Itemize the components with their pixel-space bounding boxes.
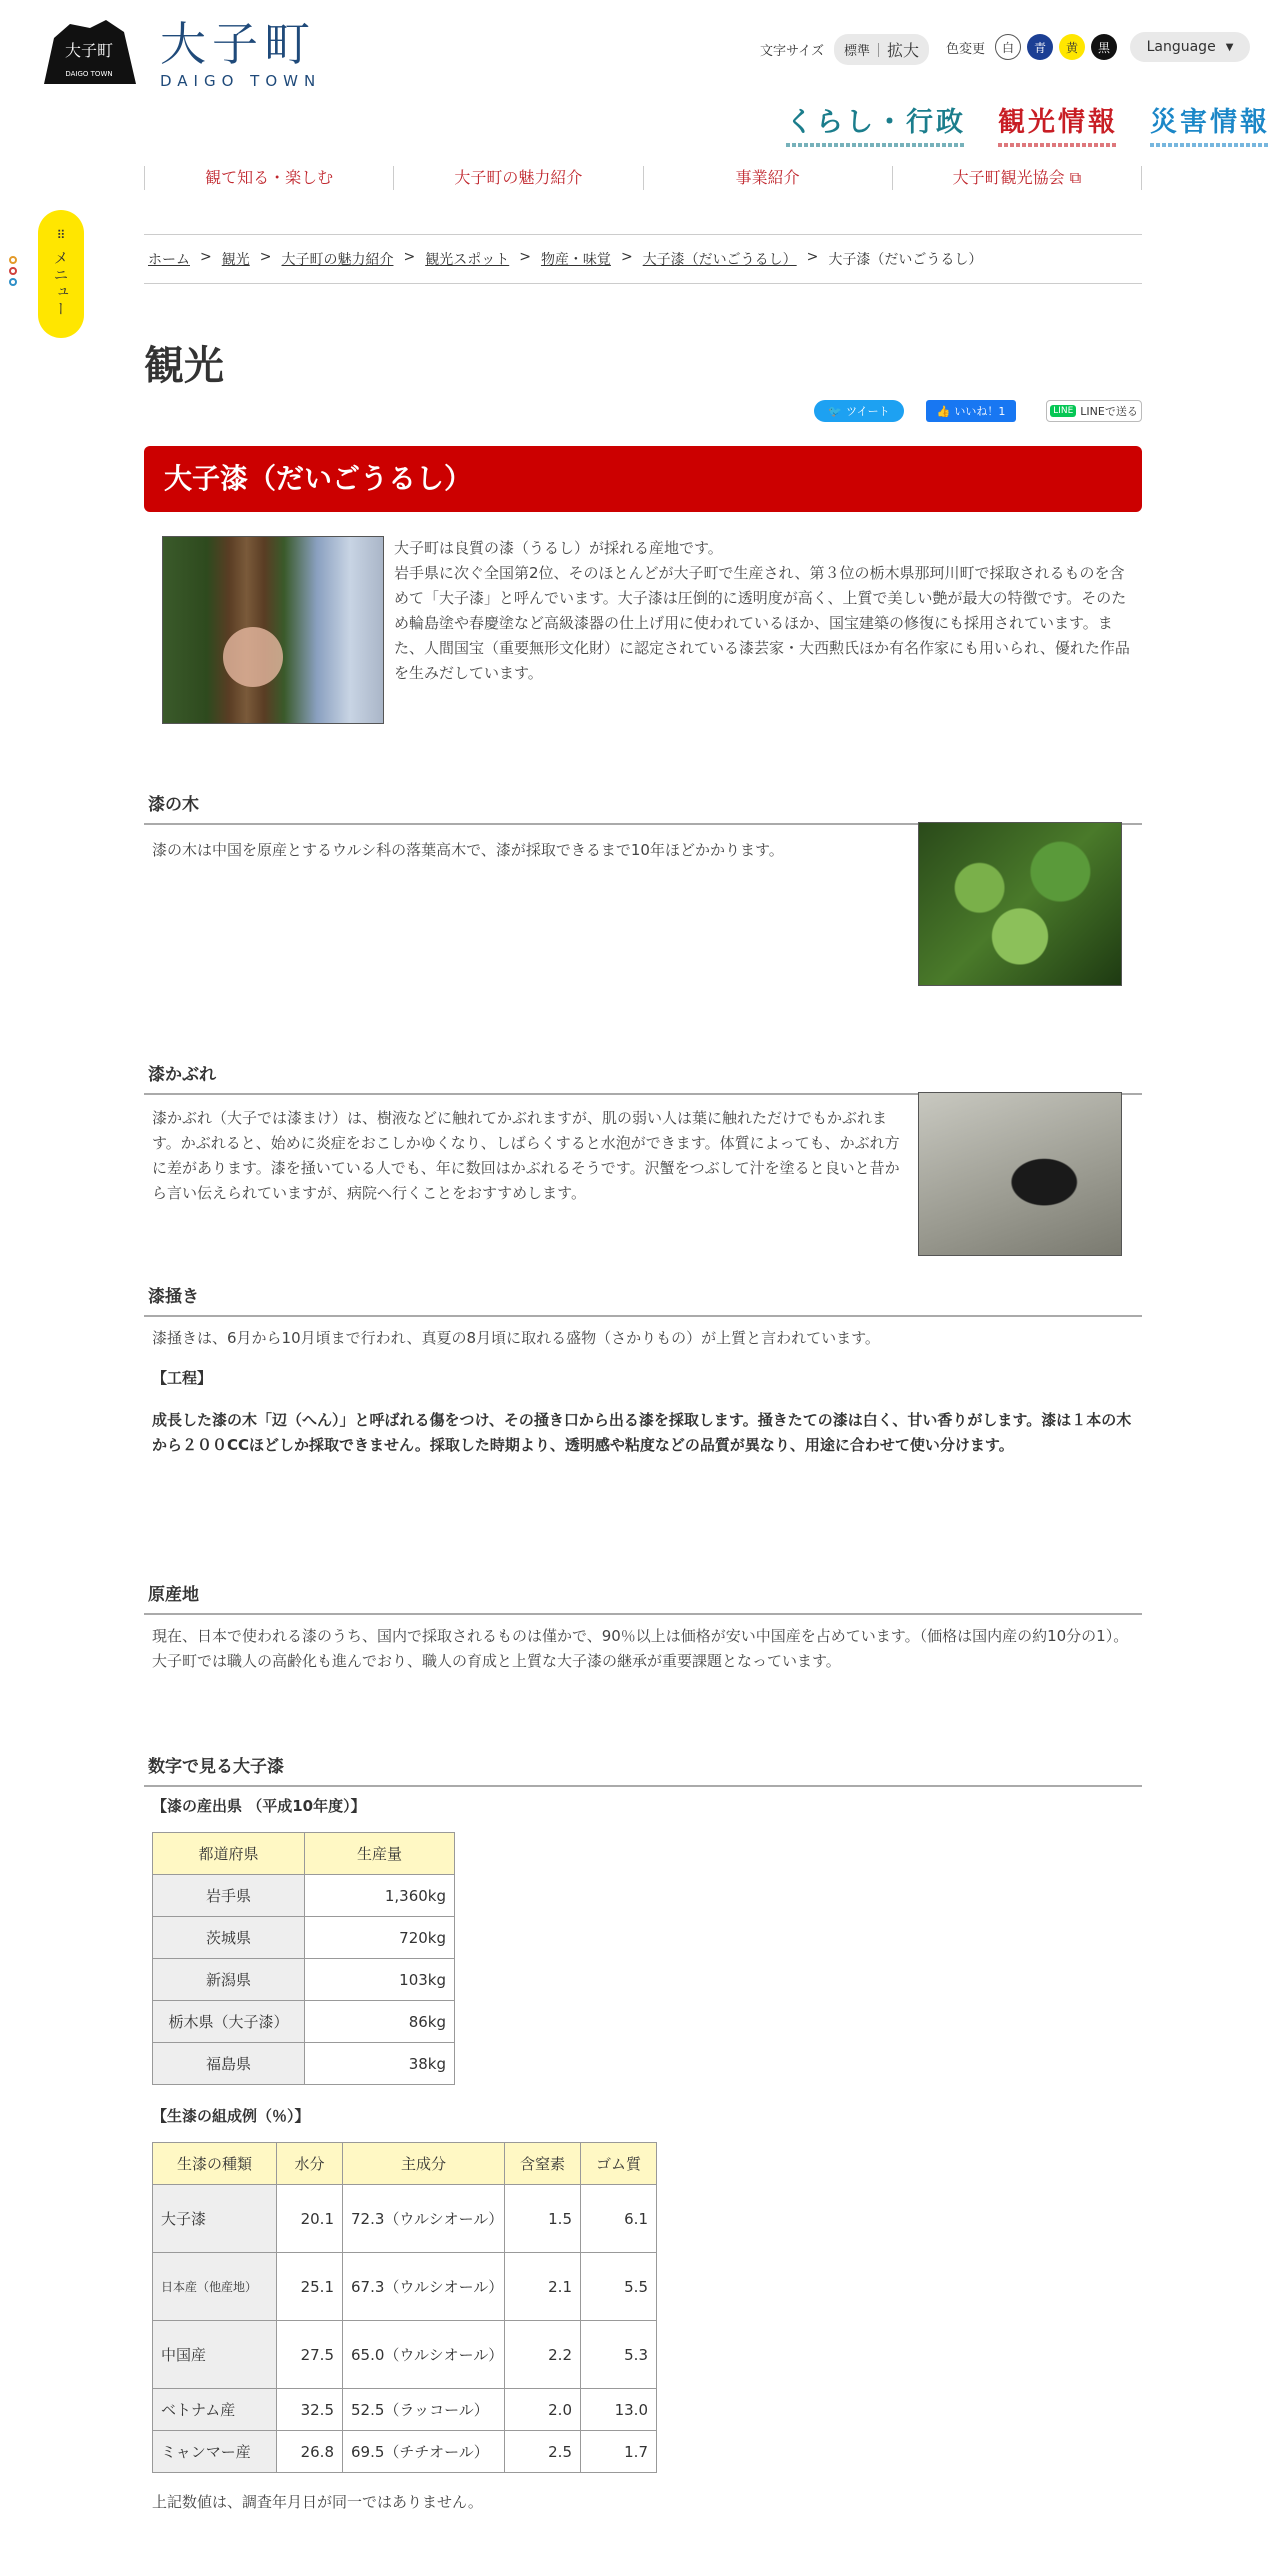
table-header: 都道府県 <box>153 1833 305 1875</box>
breadcrumb-sep: > <box>259 249 272 265</box>
dot-red <box>9 267 17 275</box>
color-yellow-button[interactable]: 黄 <box>1059 34 1085 60</box>
sub-nav <box>144 166 1142 190</box>
table-cell: 27.5 <box>277 2321 343 2389</box>
language-select[interactable] <box>1130 32 1250 62</box>
breadcrumb-sep: > <box>519 249 531 265</box>
section-heading-rash: 漆かぶれ <box>144 1060 1142 1095</box>
subnav-item-jigyo[interactable]: 事業紹介 <box>643 166 892 190</box>
urushi-tapping-photo <box>162 536 384 724</box>
rash-text: 漆かぶれ（大子では漆まけ）は、樹液などに触れてかぶれますが、肌の弱い人は葉に触れただけでもかぶれます。かぶれると、始めに炎症をおこしかゆくなり、しばらくすると水泡ができます。体質によっても、かぶれ方に差があります。漆を掻いている人でも、年に数回はかぶれるそうです。沢蟹をつぶして汁を塗ると良いと昔から言い伝えられていますが、病院へ行くことをおすすめします。 <box>152 1109 900 1202</box>
table-header: 含窒素 <box>505 2143 581 2185</box>
breadcrumb-miryoku[interactable]: 大子町の魅力紹介 <box>281 252 394 268</box>
table-cell-amount: 720kg <box>305 1917 455 1959</box>
breadcrumb-current: 大子漆（だいごうるし） <box>828 252 983 268</box>
numbers-note: 上記数値は、調査年月日が同一ではありません。 <box>152 2493 483 2511</box>
town-logo-mark[interactable] <box>40 18 138 88</box>
table-header: 水分 <box>277 2143 343 2185</box>
table-cell: 1.7 <box>581 2431 657 2473</box>
table-cell: 中国産 <box>153 2321 277 2389</box>
logo-kanji: 大子町 <box>160 17 316 71</box>
tweet-label: ツイート <box>846 405 890 418</box>
font-size-switcher <box>760 34 929 65</box>
table-cell: 2.0 <box>505 2389 581 2431</box>
production-table <box>152 1832 455 2085</box>
breadcrumb-home[interactable]: ホーム <box>148 252 190 268</box>
subnav-item-kyokai[interactable]: 大子町観光協会 ⧉ <box>892 166 1142 190</box>
harvest-text: 漆掻きは、6月から10月頃まで行われ、真夏の8月頃に取れる盛物（さかりもの）が上質と言われています。 <box>152 1329 880 1347</box>
table-cell: 32.5 <box>277 2389 343 2431</box>
table-row <box>153 1917 455 1959</box>
table-cell: 20.1 <box>277 2185 343 2253</box>
section-heading-harvest: 漆掻き <box>144 1282 1142 1317</box>
logo-mark-text: 大子町 <box>64 41 114 60</box>
table-cell: 2.2 <box>505 2321 581 2389</box>
tree-text: 漆の木は中国を原産とするウルシ科の落葉高木で、漆が採取できるまで10年ほどかかります。 <box>152 841 784 859</box>
breadcrumb <box>144 234 1142 284</box>
main-nav-saigai[interactable]: 災害情報 <box>1150 100 1270 147</box>
table-cell-prefecture: 新潟県 <box>153 1959 305 2001</box>
side-menu-button[interactable] <box>38 210 84 338</box>
table-header-row <box>153 1833 455 1875</box>
composition-table <box>152 2142 657 2473</box>
breadcrumb-spots[interactable]: 観光スポット <box>425 252 510 268</box>
origin-paragraph-2: 大子町では職人の高齢化も進んでおり、職人の育成と上質な大子漆の継承が重要課題となっています。 <box>152 1652 841 1670</box>
table-cell: 52.5（ラッコール） <box>343 2389 505 2431</box>
table-cell: 72.3（ウルシオール） <box>343 2185 505 2253</box>
process-text: 成長した漆の木「辺（へん）」と呼ばれる傷をつけ、その掻き口から出る漆を採取します。掻きたての漆は白く、甘い香りがします。漆は１本の木から２００CCほどしか採取できません。採取した時期より、透明感や粘度などの品質が異なり、用途に合わせて使い分けます。 <box>152 1411 1132 1454</box>
tweet-button[interactable] <box>814 400 904 422</box>
twitter-bird-icon: 🐦 <box>828 404 843 418</box>
side-dots <box>9 256 17 289</box>
color-black-button[interactable]: 黒 <box>1091 34 1117 60</box>
breadcrumb-bussan[interactable]: 物産・味覚 <box>540 252 611 268</box>
table-cell: 69.5（チチオール） <box>343 2431 505 2473</box>
subnav-item-miryoku[interactable]: 大子町の魅力紹介 <box>393 166 642 190</box>
table-cell-amount: 38kg <box>305 2043 455 2085</box>
table-cell: 日本産（他産地） <box>153 2253 277 2321</box>
language-label: Language <box>1146 39 1216 55</box>
menu-grid-icon: ⠿ <box>56 228 66 242</box>
main-nav <box>754 100 1270 147</box>
color-switcher <box>946 34 1117 60</box>
table-row <box>153 2001 455 2043</box>
table-header: 主成分 <box>343 2143 505 2185</box>
table-cell: 26.8 <box>277 2431 343 2473</box>
like-label: いいね！1 <box>954 405 1006 418</box>
logo-roman: DAIGO TOWN <box>160 72 322 90</box>
table-cell: 2.1 <box>505 2253 581 2321</box>
font-size-divider <box>878 43 879 57</box>
table-row <box>153 1875 455 1917</box>
color-blue-button[interactable]: 青 <box>1027 34 1053 60</box>
color-label: 色変更 <box>946 41 986 57</box>
table-row <box>153 2185 657 2253</box>
line-label: LINEで送る <box>1080 405 1138 418</box>
table-cell: ミャンマー産 <box>153 2431 277 2473</box>
table-row <box>153 2321 657 2389</box>
breadcrumb-sep: > <box>403 249 416 265</box>
table-header: 生漆の種類 <box>153 2143 277 2185</box>
section-heading-tree: 漆の木 <box>144 790 1142 825</box>
table1-caption: 【漆の産出県 （平成10年度）】 <box>152 1797 366 1815</box>
table-cell: 67.3（ウルシオール） <box>343 2253 505 2321</box>
logo-mark-sub: DAIGO TOWN <box>65 70 113 78</box>
article-banner: 大子漆（だいごうるし） <box>144 446 1142 512</box>
thumbs-up-icon: 👍 <box>936 404 951 418</box>
table-cell-prefecture: 福島県 <box>153 2043 305 2085</box>
dot-orange <box>9 256 17 264</box>
table-header-row <box>153 2143 657 2185</box>
page-title: 観光 <box>144 343 224 389</box>
process-label: 【工程】 <box>152 1369 213 1387</box>
breadcrumb-urushi[interactable]: 大子漆（だいごうるし） <box>642 252 797 268</box>
font-size-pill <box>834 34 929 65</box>
table-cell-prefecture: 岩手県 <box>153 1875 305 1917</box>
main-nav-kurashi[interactable]: くらし・行政 <box>786 100 966 147</box>
table-row <box>153 2431 657 2473</box>
table-cell-prefecture: 茨城県 <box>153 1917 305 1959</box>
urushi-tree-photo <box>918 822 1122 986</box>
table-cell: 6.1 <box>581 2185 657 2253</box>
table-cell: 25.1 <box>277 2253 343 2321</box>
table-cell: 13.0 <box>581 2389 657 2431</box>
table-cell: 2.5 <box>505 2431 581 2473</box>
breadcrumb-sep: > <box>806 249 819 265</box>
line-share-button[interactable] <box>1046 400 1142 422</box>
origin-text <box>152 1624 1138 1674</box>
urushi-tools-photo <box>918 1092 1122 1256</box>
font-standard-button[interactable]: 標準 <box>843 44 870 59</box>
table-cell: 65.0（ウルシオール） <box>343 2321 505 2389</box>
table-cell-amount: 103kg <box>305 1959 455 2001</box>
color-white-button[interactable]: 白 <box>995 34 1021 60</box>
table-cell: ベトナム産 <box>153 2389 277 2431</box>
table-cell: 5.3 <box>581 2321 657 2389</box>
breadcrumb-sep: > <box>620 249 633 265</box>
font-large-button[interactable]: 拡大 <box>886 41 919 60</box>
table2-caption: 【生漆の組成例（％）】 <box>152 2107 310 2125</box>
font-size-label: 文字サイズ <box>760 44 824 59</box>
breadcrumb-sep: > <box>200 249 212 265</box>
table-row <box>153 2253 657 2321</box>
facebook-like-button[interactable] <box>926 400 1016 422</box>
town-logo[interactable] <box>160 18 321 90</box>
table-row <box>153 2043 455 2085</box>
line-logo-icon: LINE <box>1050 405 1076 417</box>
origin-paragraph-1: 現在、日本で使われる漆のうち、国内で採取されるものは僅かで、90％以上は価格が安い中国産を占めています。（価格は国内産の約10分の1）。 <box>152 1627 1129 1645</box>
table-cell: 5.5 <box>581 2253 657 2321</box>
table-row <box>153 2389 657 2431</box>
table-header: 生産量 <box>305 1833 455 1875</box>
table-cell: 大子漆 <box>153 2185 277 2253</box>
table-cell-prefecture: 栃木県（大子漆） <box>153 2001 305 2043</box>
table-header: ゴム質 <box>581 2143 657 2185</box>
caret-down-icon: ▼ <box>1225 41 1234 53</box>
table-cell-amount: 86kg <box>305 2001 455 2043</box>
table-row <box>153 1959 455 2001</box>
intro-paragraph-2: 岩手県に次ぐ全国第2位、そのほとんどが大子町で生産され、第３位の栃木県那珂川町で採取されるものを含めて「大子漆」と呼んでいます。大子漆は圧倒的に透明度が高く、上質で美しい艶が最大の特徴です。そのため輪島塗や春慶塗など高級漆器の仕上げ用に使われているほか、国宝建築の修復にも採用されています。また、人間国宝（重要無形文化財）に認定されている漆芸家・大西勲氏ほか有名作家にも用いられ、優れた作品を生みだしています。 <box>394 564 1130 682</box>
main-nav-kanko[interactable]: 観光情報 <box>998 100 1118 147</box>
subnav-item-miru[interactable]: 観て知る・楽しむ <box>144 166 393 190</box>
side-menu-label: メニュー <box>51 250 70 318</box>
intro-text <box>394 536 1134 686</box>
table-cell: 1.5 <box>505 2185 581 2253</box>
dot-blue <box>9 278 17 286</box>
breadcrumb-kanko[interactable]: 観光 <box>221 252 250 268</box>
table-cell-amount: 1,360kg <box>305 1875 455 1917</box>
section-heading-origin: 原産地 <box>144 1580 1142 1615</box>
intro-paragraph-1: 大子町は良質の漆（うるし）が採れる産地です。 <box>394 539 723 557</box>
section-heading-numbers: 数字で見る大子漆 <box>144 1752 1142 1787</box>
